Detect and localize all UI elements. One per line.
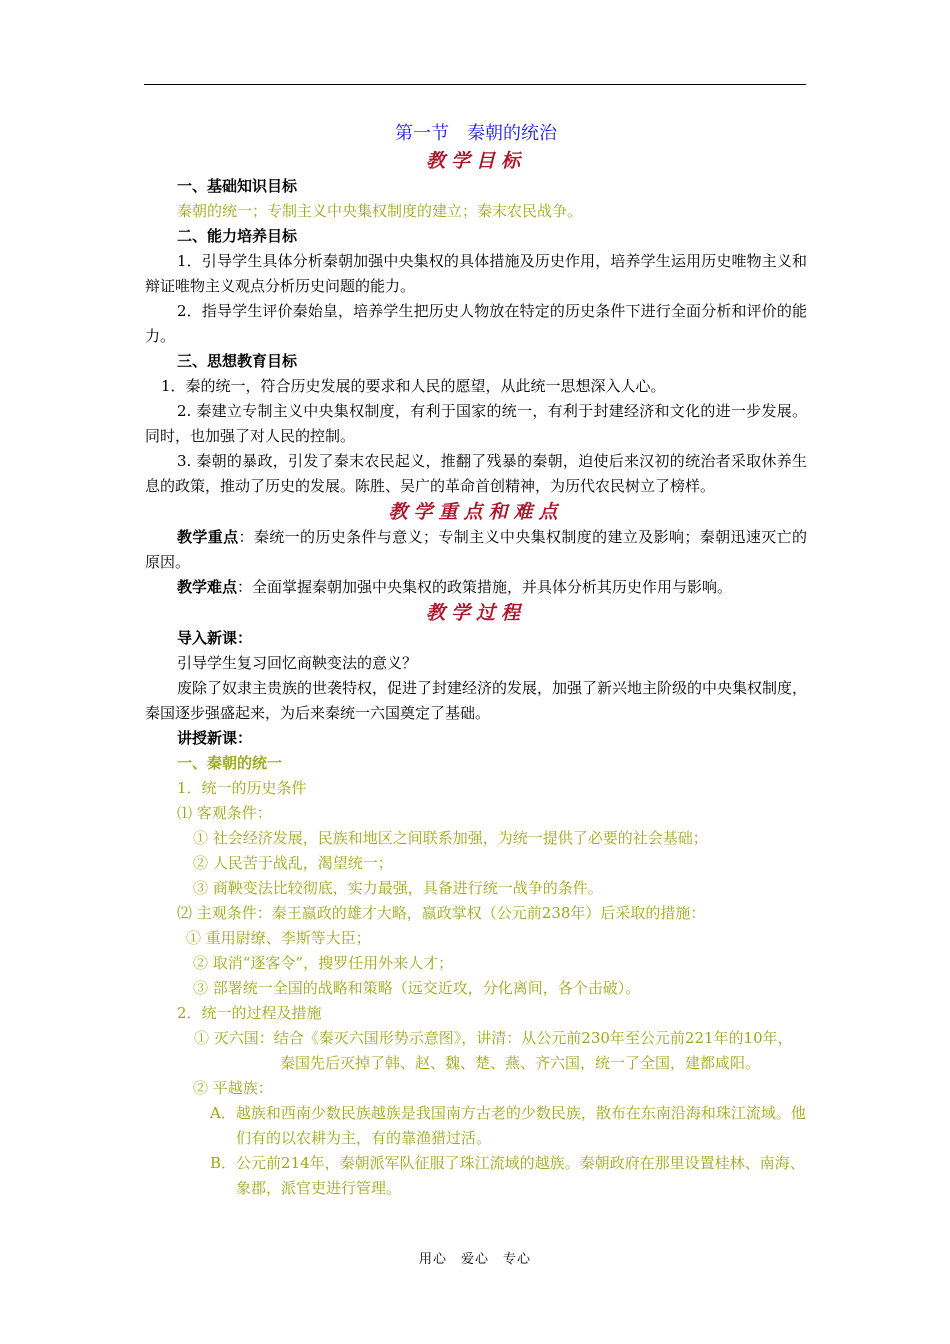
section-heading-process: 教学过程 — [425, 602, 526, 624]
measure-destroy-six-states: ① 灭六国：结合《秦灭六国形势示意图》，讲清：从公元前230年至公元前221年的10年，秦国先后灭掉了韩、赵、魏、楚、燕、齐六国，统一了全国，建都咸阳。 — [194, 1029, 793, 1072]
focus-difficulty-paragraph — [145, 575, 807, 600]
section-heading-goals: 教学目标 — [425, 150, 526, 172]
subheading-conditions: 1．统一的历史条件 — [177, 779, 307, 797]
focus-key-paragraph — [145, 525, 807, 575]
intro-question: 引导学生复习回忆商鞅变法的意义？ — [177, 654, 418, 672]
subheading-process-measures: 2．统一的过程及措施 — [177, 1004, 322, 1022]
subjective-conditions: ⑵ 主观条件：秦王嬴政的雄才大略，嬴政掌权（公元前238年）后采取的措施： — [177, 904, 706, 922]
measure-yue-point-a: A．越族和西南少数民族越族是我国南方古老的少数民族，散布在东南沿海和珠江流域。他们有的以农耕为主，有的靠渔猎过活。 — [210, 1104, 806, 1147]
objective-condition-3: ③ 商鞅变法比较彻底，实力最强，具备进行统一战争的条件。 — [193, 879, 603, 897]
objective-condition-1: ① 社会经济发展，民族和地区之间联系加强，为统一提供了必要的社会基础； — [193, 829, 708, 847]
header-rule — [144, 84, 806, 85]
page-footer: 用心 爱心 专心 — [418, 1252, 531, 1267]
goal-ability-2: 2．指导学生评价秦始皇，培养学生把历史人物放在特定的历史条件下进行全面分析和评价的能力。 — [145, 302, 807, 345]
page-title: 第一节 秦朝的统治 — [395, 123, 557, 144]
intro-answer: 废除了奴隶主贵族的世袭特权，促进了封建经济的发展，加强了新兴地主阶级的中央集权制度，秦国逐步强盛起来，为后来秦统一六国奠定了基础。 — [145, 679, 808, 722]
goal-basic-text: 秦朝的统一；专制主义中央集权制度的建立；秦末农民战争。 — [177, 202, 583, 220]
subjective-condition-2: ② 取消“逐客令”，搜罗任用外来人才； — [193, 954, 454, 972]
subjective-condition-1: ① 重用尉缭、李斯等大臣； — [186, 929, 371, 947]
focus-key-text: ：秦统一的历史条件与意义；专制主义中央集权制度的建立及影响；秦朝迅速灭亡的原因。 — [145, 528, 807, 571]
goal-moral-3: 3. 秦朝的暴政，引发了秦末农民起义，推翻了残暴的秦朝，迫使后来汉初的统治者采取休养生息的政策，推动了历史的发展。陈胜、吴广的革命首创精神，为历代农民树立了榜样。 — [145, 452, 807, 495]
measure-pacify-yue: ② 平越族： — [193, 1079, 273, 1097]
lecture-label: 讲授新课： — [177, 729, 253, 747]
section-heading-focus: 教学重点和难点 — [388, 501, 564, 523]
goal-ability-1: 1．引导学生具体分析秦朝加强中央集权的具体措施及历史作用，培养学生运用历史唯物主义和辩证唯物主义观点分析历史问题的能力。 — [145, 252, 807, 295]
measure-yue-point-b: B．公元前214年，秦朝派军队征服了珠江流域的越族。秦朝政府在那里设置桂林、南海、象郡，派官吏进行管理。 — [210, 1154, 805, 1197]
intro-label: 导入新课： — [177, 629, 253, 647]
goal-moral-1: 1．秦的统一，符合历史发展的要求和人民的愿望，从此统一思想深入人心。 — [161, 377, 666, 395]
goal-moral-2: 2. 秦建立专制主义中央集权制度，有利于国家的统一，有利于封建经济和文化的进一步发展。同时，也加强了对人民的控制。 — [145, 402, 807, 445]
focus-key-label: 教学重点 — [177, 528, 239, 546]
objective-conditions-label: ⑴ 客观条件： — [177, 804, 272, 822]
focus-difficulty-label: 教学难点 — [177, 578, 238, 596]
goal-heading-ability: 二、能力培养目标 — [177, 227, 298, 245]
document-body — [145, 120, 807, 1201]
objective-condition-2: ② 人民苦于战乱，渴望统一； — [193, 854, 393, 872]
focus-difficulty-text: ：全面掌握秦朝加强中央集权的政策措施，并具体分析其历史作用与影响。 — [237, 578, 733, 596]
subjective-condition-3: ③ 部署统一全国的战略和策略（远交近攻，分化离间，各个击破）。 — [193, 979, 641, 997]
goal-heading-moral: 三、思想教育目标 — [177, 352, 298, 370]
goal-heading-basic: 一、基础知识目标 — [177, 177, 298, 195]
lecture-heading-unification: 一、秦朝的统一 — [177, 754, 283, 772]
